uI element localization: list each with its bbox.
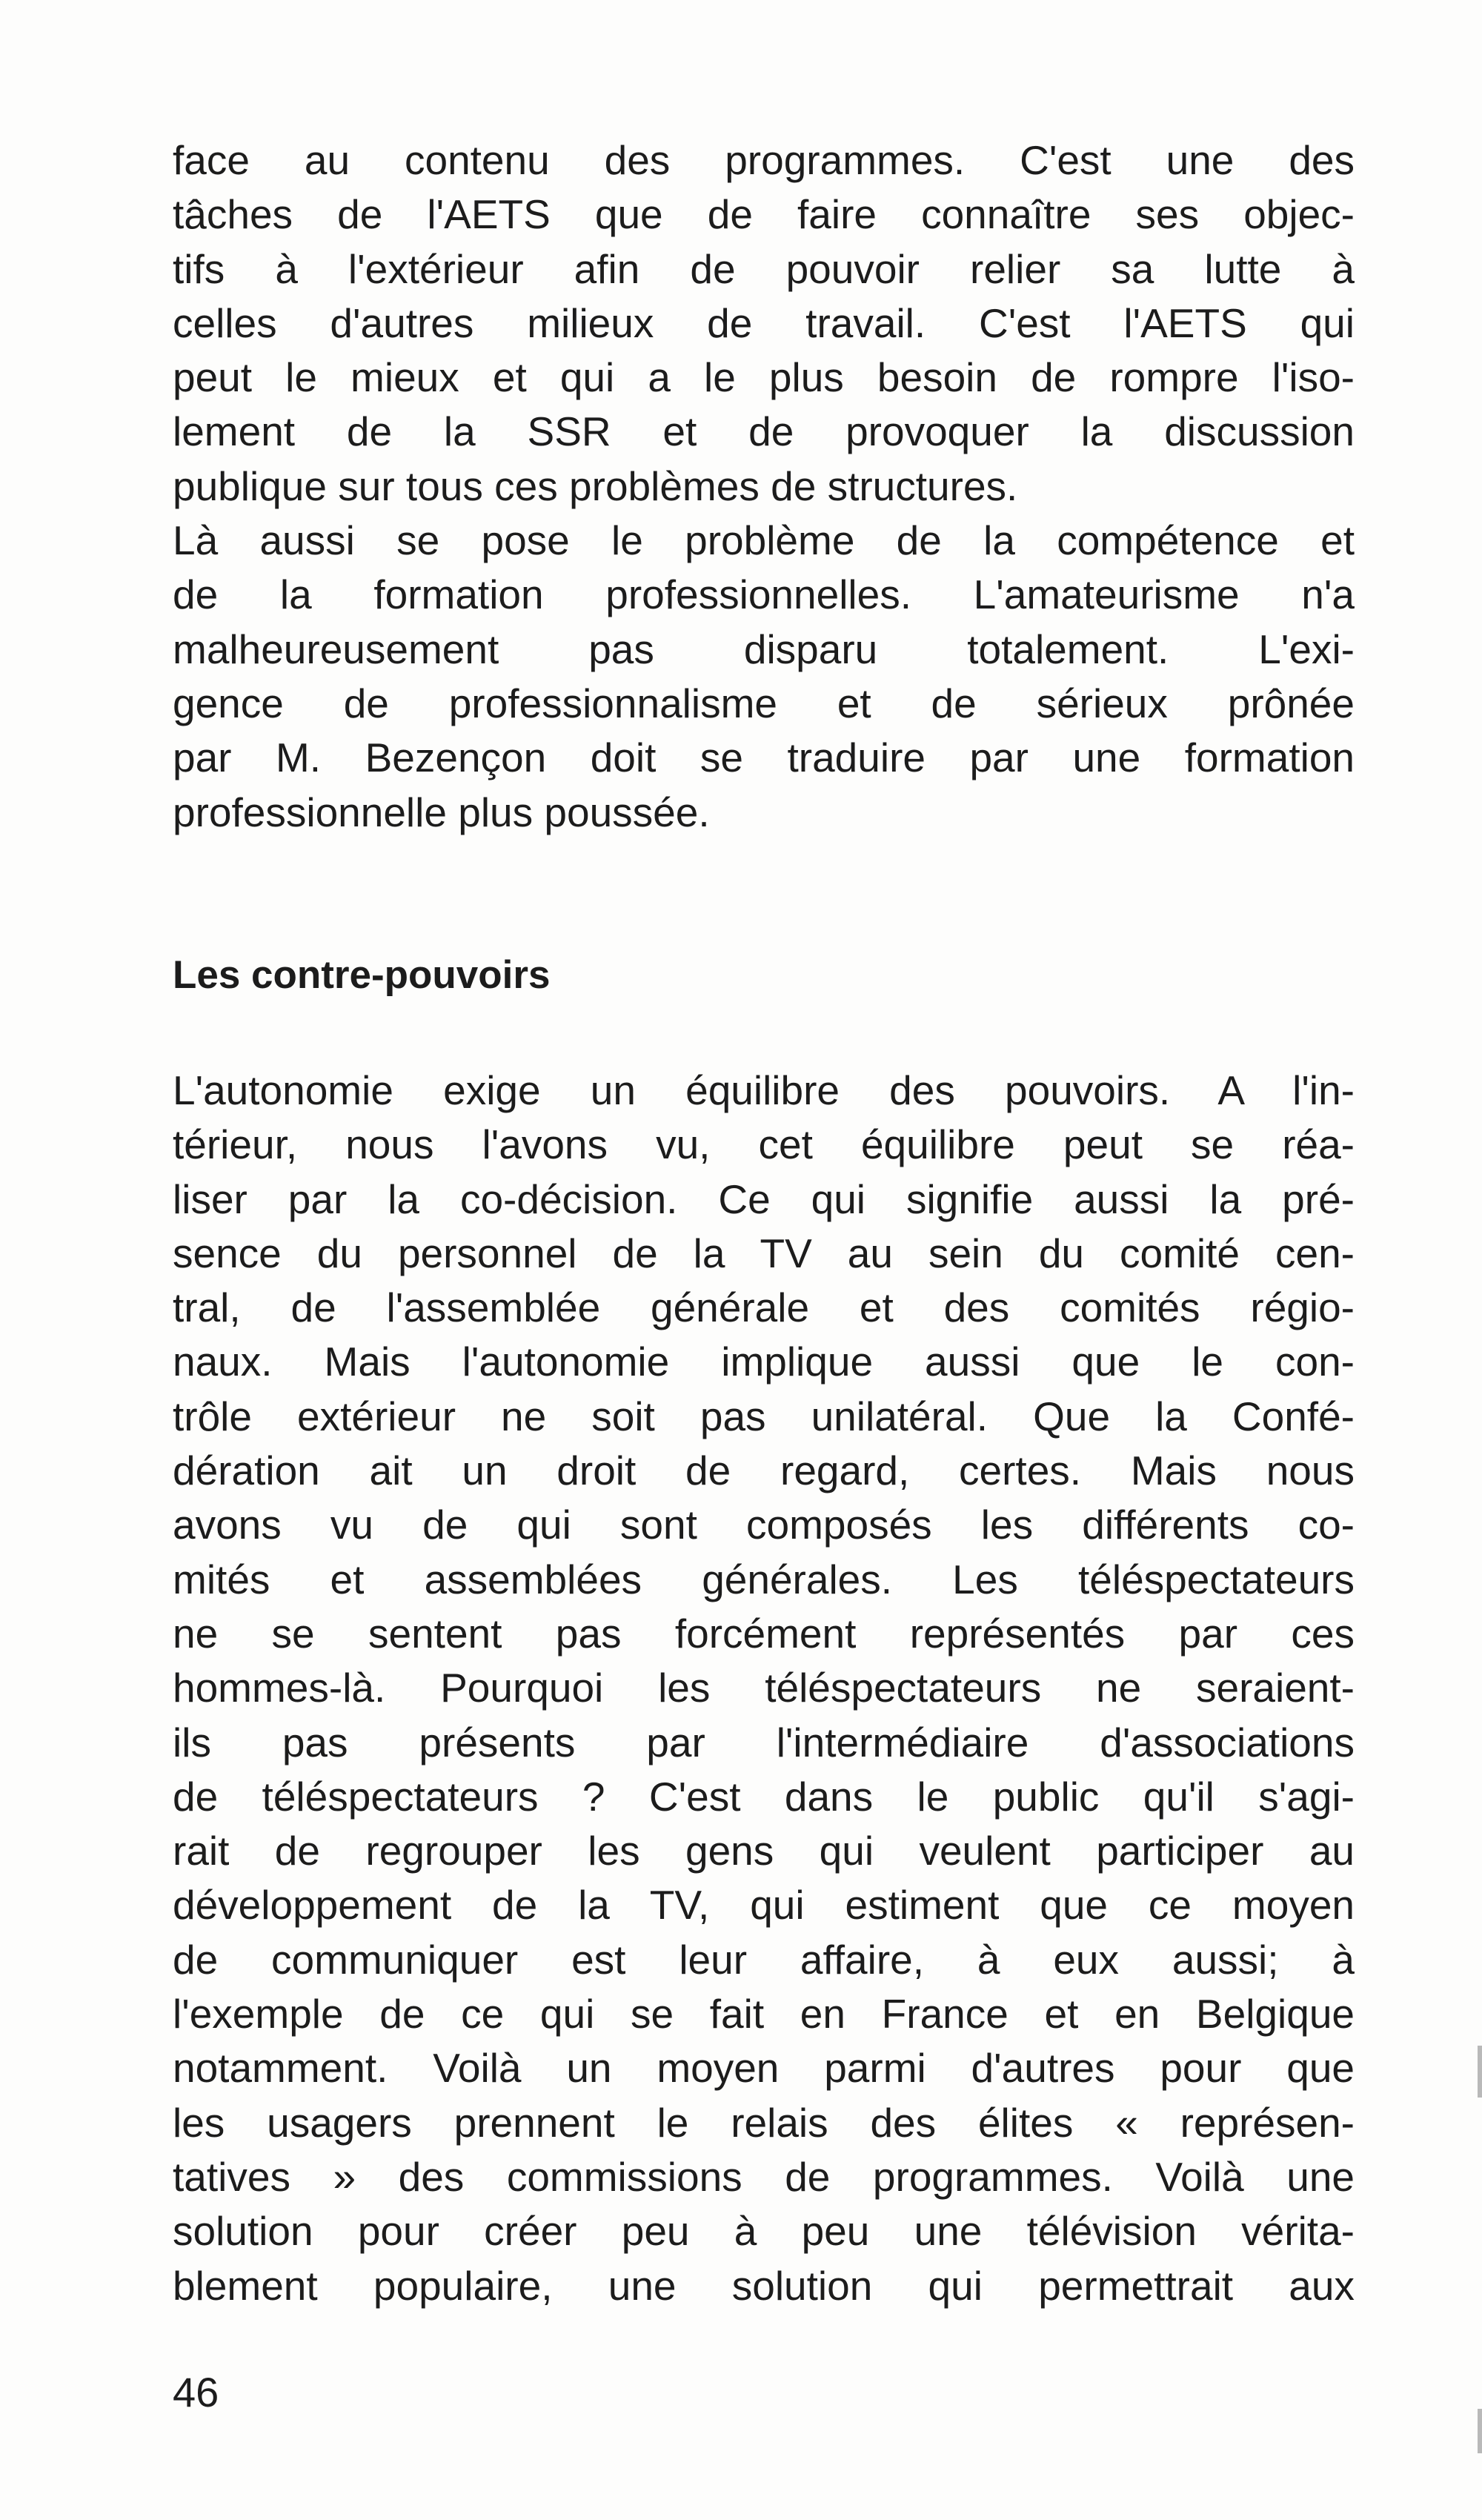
text-line: trôle extérieur ne soit pas unilatéral. Que la Confé- — [173, 1393, 1355, 1439]
text-line: de communiquer est leur affaire, à eux aussi; à — [173, 1936, 1355, 1983]
text-line: Là aussi se pose le problème de la compétence et — [173, 517, 1355, 564]
text-line: peut le mieux et qui a le plus besoin de rompre l'iso- — [173, 354, 1355, 401]
text-line: notamment. Voilà un moyen parmi d'autres pour que — [173, 2045, 1355, 2092]
text-line: les usagers prennent le relais des élites « représen- — [173, 2099, 1355, 2146]
text-line: développement de la TV, qui estiment que ce moyen — [173, 1882, 1355, 1929]
text-line: rait de regrouper les gens qui veulent participer au — [173, 1828, 1355, 1874]
page-edge-shadow — [1478, 2409, 1482, 2453]
page-edge-shadow — [1478, 2046, 1482, 2098]
text-line: par M. Bezençon doit se traduire par une formation — [173, 735, 1355, 781]
text-line: blement populaire, une solution qui permettrait aux — [173, 2262, 1355, 2309]
text-line: celles d'autres milieux de travail. C'est l'AETS qui — [173, 299, 1355, 346]
text-line: de la formation professionnelles. L'amateurisme n'a — [173, 571, 1355, 618]
text-line: lement de la SSR et de provoquer la discussion — [173, 408, 1355, 455]
text-line: dération ait un droit de regard, certes. Mais nous — [173, 1448, 1355, 1494]
text-line: professionnelle plus poussée. — [173, 789, 710, 835]
text-line: mités et assemblées générales. Les téléspectateurs — [173, 1556, 1355, 1602]
body-text-bottom — [173, 1064, 1355, 2313]
text-line: hommes-là. Pourquoi les téléspectateurs ne seraient- — [173, 1665, 1355, 1711]
text-line: tatives » des commissions de programmes. Voilà une — [173, 2153, 1355, 2200]
text-line: liser par la co-décision. Ce qui signifie aussi la pré- — [173, 1176, 1355, 1222]
text-line: de téléspectateurs ? C'est dans le public qu'il s'agi- — [173, 1773, 1355, 1820]
text-line: tifs à l'extérieur afin de pouvoir relier sa lutte à — [173, 245, 1355, 292]
text-line: L'autonomie exige un équilibre des pouvoirs. A l'in- — [173, 1067, 1355, 1113]
text-line: face au contenu des programmes. C'est une des — [173, 137, 1355, 183]
text-line: ne se sentent pas forcément représentés par ces — [173, 1610, 1355, 1657]
text-line: solution pour créer peu à peu une télévision vérita- — [173, 2208, 1355, 2255]
text-line: avons vu de qui sont composés les différents co- — [173, 1502, 1355, 1548]
body-text-top — [173, 133, 1355, 840]
text-line: sence du personnel de la TV au sein du comité cen- — [173, 1230, 1355, 1276]
text-line: publique sur tous ces problèmes de structures. — [173, 462, 1018, 509]
page-number: 46 — [173, 2369, 219, 2415]
text-line: l'exemple de ce qui se fait en France et en Belgique — [173, 1991, 1355, 2037]
section-heading: Les contre-pouvoirs — [173, 953, 551, 997]
text-line: tâches de l'AETS que de faire connaître ses objec- — [173, 191, 1355, 238]
text-line: ils pas présents par l'intermédiaire d'associations — [173, 1719, 1355, 1765]
text-line: naux. Mais l'autonomie implique aussi que le con- — [173, 1339, 1355, 1385]
text-line: térieur, nous l'avons vu, cet équilibre peut se réa- — [173, 1121, 1355, 1168]
text-line: malheureusement pas disparu totalement. L'exi- — [173, 626, 1355, 672]
text-line: tral, de l'assemblée générale et des comités régio- — [173, 1284, 1355, 1331]
text-line: gence de professionnalisme et de sérieux prônée — [173, 680, 1355, 726]
